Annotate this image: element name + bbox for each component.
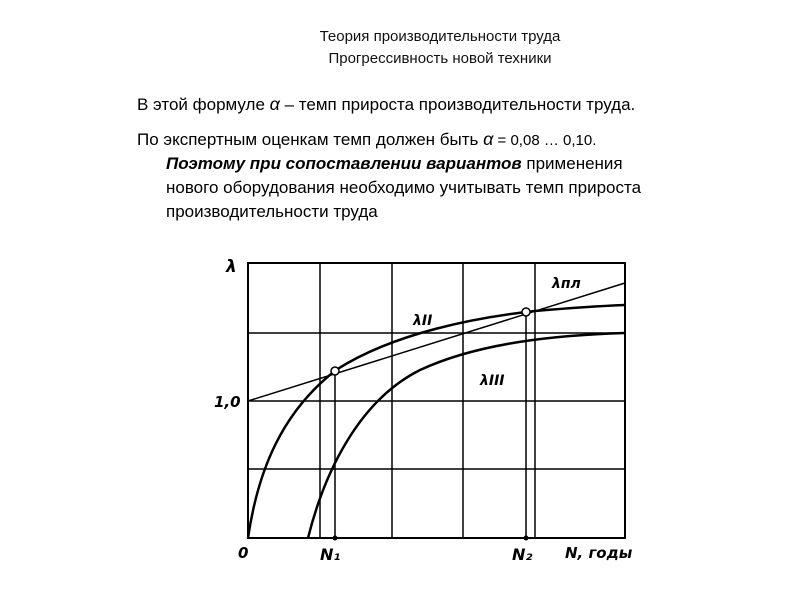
- x-tick-n2: N₂: [512, 545, 533, 564]
- x-tick-n1: N₁: [320, 545, 341, 564]
- alpha-symbol-2: α: [483, 129, 494, 149]
- x-axis-label: N, годы: [565, 544, 633, 562]
- para2-rest: применения: [521, 154, 623, 173]
- series-lambda-pl: [248, 283, 625, 401]
- title-line-2: Прогрессивность новой техники: [328, 50, 552, 67]
- para1-before: В этой формуле: [137, 95, 270, 114]
- x-tick-0: 0: [238, 544, 249, 562]
- intersection-point-n2: [522, 308, 530, 316]
- series-label-lambda-pl: λпл: [552, 276, 581, 292]
- para2-line-3: производительности труда: [166, 202, 378, 221]
- series-lambda-iii: [308, 333, 625, 538]
- series-label-lambda-ii: λII: [413, 313, 433, 329]
- y-tick-label: 1,0: [214, 393, 241, 411]
- para2-before: По экспертным оценкам темп должен быть: [137, 130, 484, 149]
- alpha-symbol: α: [269, 94, 280, 114]
- alpha-value: = 0,08 … 0,10.: [493, 132, 597, 149]
- para2-line-2: нового оборудования необходимо учитывать темп прироста: [166, 178, 642, 197]
- y-axis-label: λ: [226, 257, 237, 277]
- tick-point-n1: [333, 536, 338, 541]
- title-line-1: Теория производительности труда: [319, 28, 561, 45]
- tick-point-n2: [524, 536, 529, 541]
- series-label-lambda-iii: λIII: [480, 373, 505, 389]
- intersection-point-n1: [331, 367, 339, 375]
- para1-after: – темп прироста производительности труда.: [279, 95, 636, 114]
- series-lambda-ii: [248, 305, 625, 538]
- emphasis-text: Поэтому при сопоставлении вариантов: [166, 154, 522, 173]
